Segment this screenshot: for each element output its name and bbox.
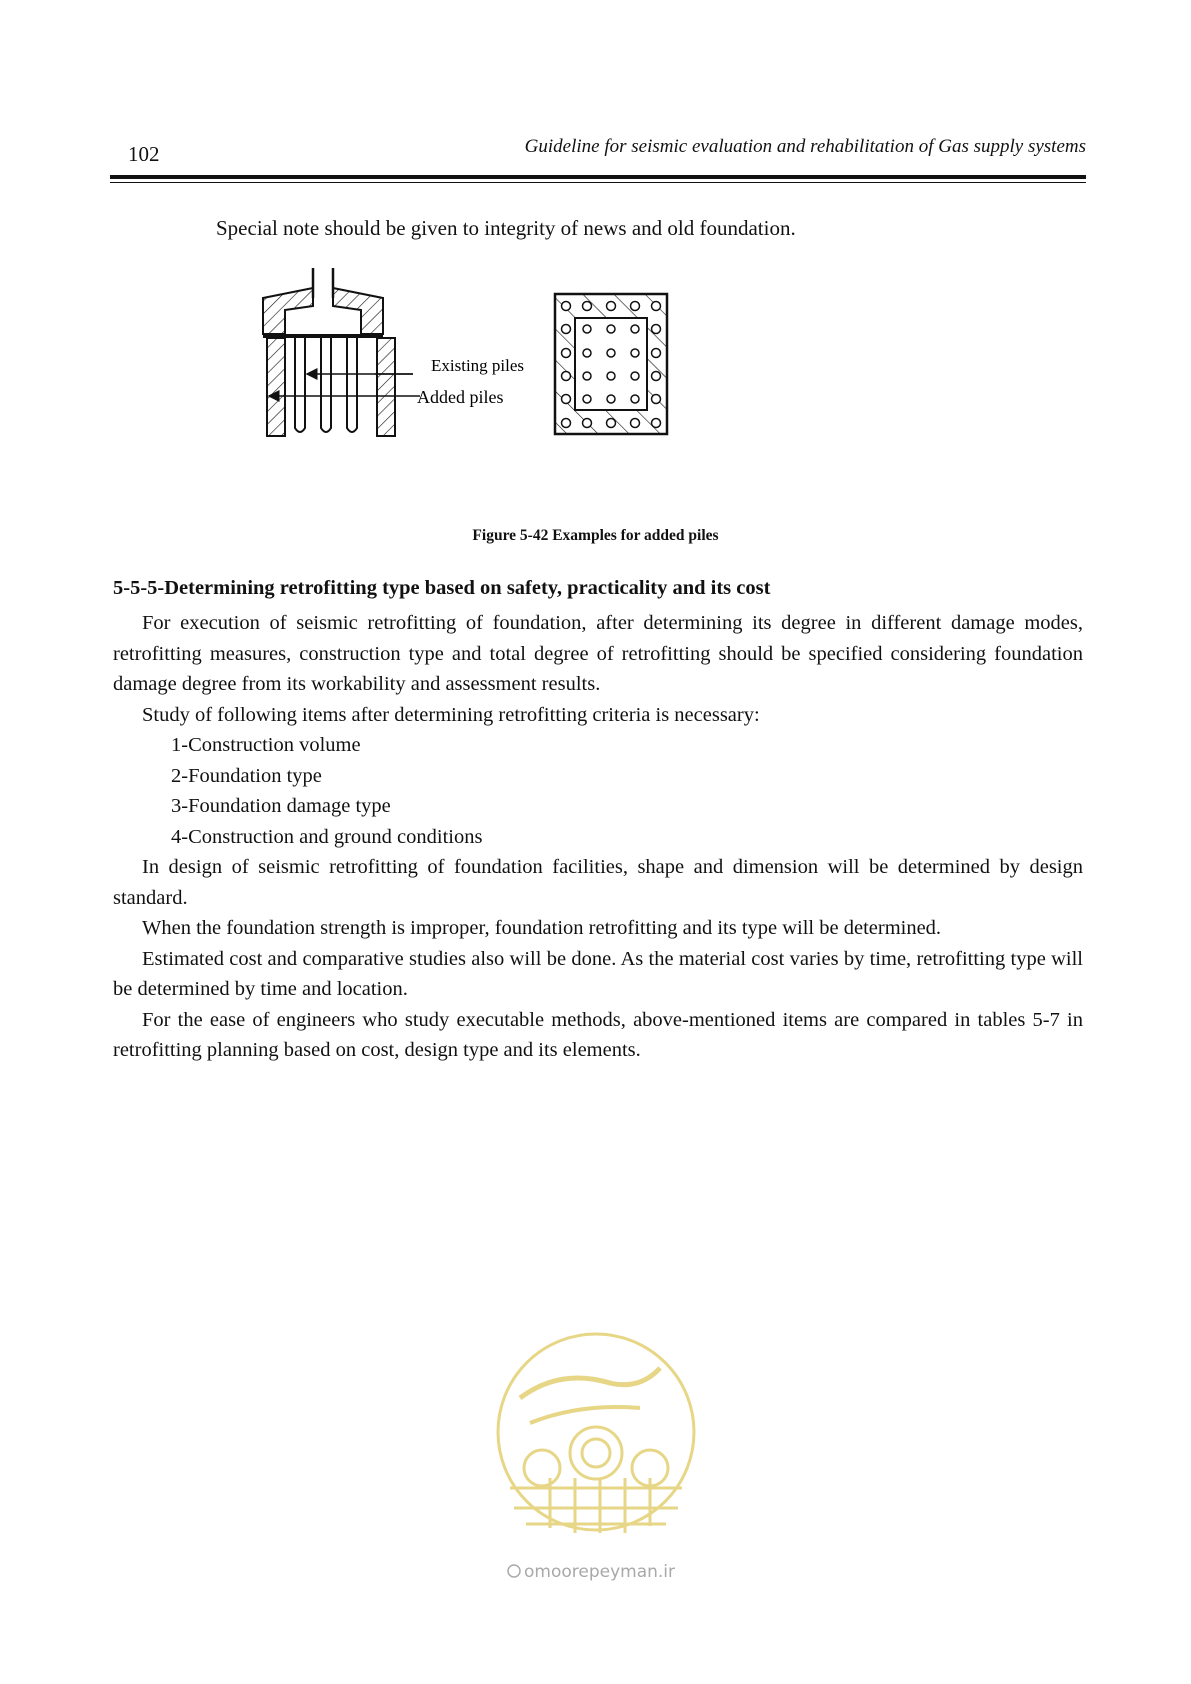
label-added-piles: Added piles xyxy=(417,387,504,407)
section-heading: 5-5-5-Determining retrofitting type based on safety, practicality and its cost xyxy=(113,577,771,599)
header-rule-thick xyxy=(110,175,1086,179)
paragraph-3: In design of seismic retrofitting of foundation facilities, shape and dimension will be determined by design standard. xyxy=(113,856,1083,909)
page-number: 102 xyxy=(128,142,160,166)
paragraph-4: When the foundation strength is improper, foundation retrofitting and its type will be determined. xyxy=(142,917,942,939)
list-item: 4-Construction and ground conditions xyxy=(171,825,483,848)
watermark-site: omoorepeyman.ir xyxy=(524,1562,676,1582)
elevation-view xyxy=(263,268,420,436)
list-item: 1-Construction volume xyxy=(171,734,361,756)
list-item: 3-Foundation damage type xyxy=(171,795,391,817)
list-item: 2-Foundation type xyxy=(171,764,322,787)
watermark-logo xyxy=(490,1328,702,1593)
plan-view xyxy=(555,294,667,434)
running-header: Guideline for seismic evaluation and rehabilitation of Gas supply systems xyxy=(524,136,1086,157)
label-existing-piles: Existing piles xyxy=(431,356,525,375)
paragraph-1: For execution of seismic retrofitting of foundation, after determining its degree in different damage modes, retrofitting measures, construction type and total degree of retrofitting should be specified considering foundation damage degree from its workability and assessment results. xyxy=(113,612,1083,695)
intro-note: Special note should be given to integrity of news and old foundation. xyxy=(216,216,796,240)
paragraph-5: Estimated cost and comparative studies also will be done. As the material cost varies by time, retrofitting type will be determined by time and location. xyxy=(113,947,1083,1000)
paragraph-6: For the ease of engineers who study executable methods, above-mentioned items are compared in tables 5-7 in retrofitting planning based on cost, design type and its elements. xyxy=(113,1008,1083,1061)
main-content xyxy=(113,573,1083,1066)
added-piles-figure xyxy=(245,268,785,493)
header-rule-thin xyxy=(110,182,1086,183)
figure-caption: Figure 5-42 Examples for added piles xyxy=(472,527,719,544)
paragraph-2: Study of following items after determining retrofitting criteria is necessary: xyxy=(142,703,760,726)
